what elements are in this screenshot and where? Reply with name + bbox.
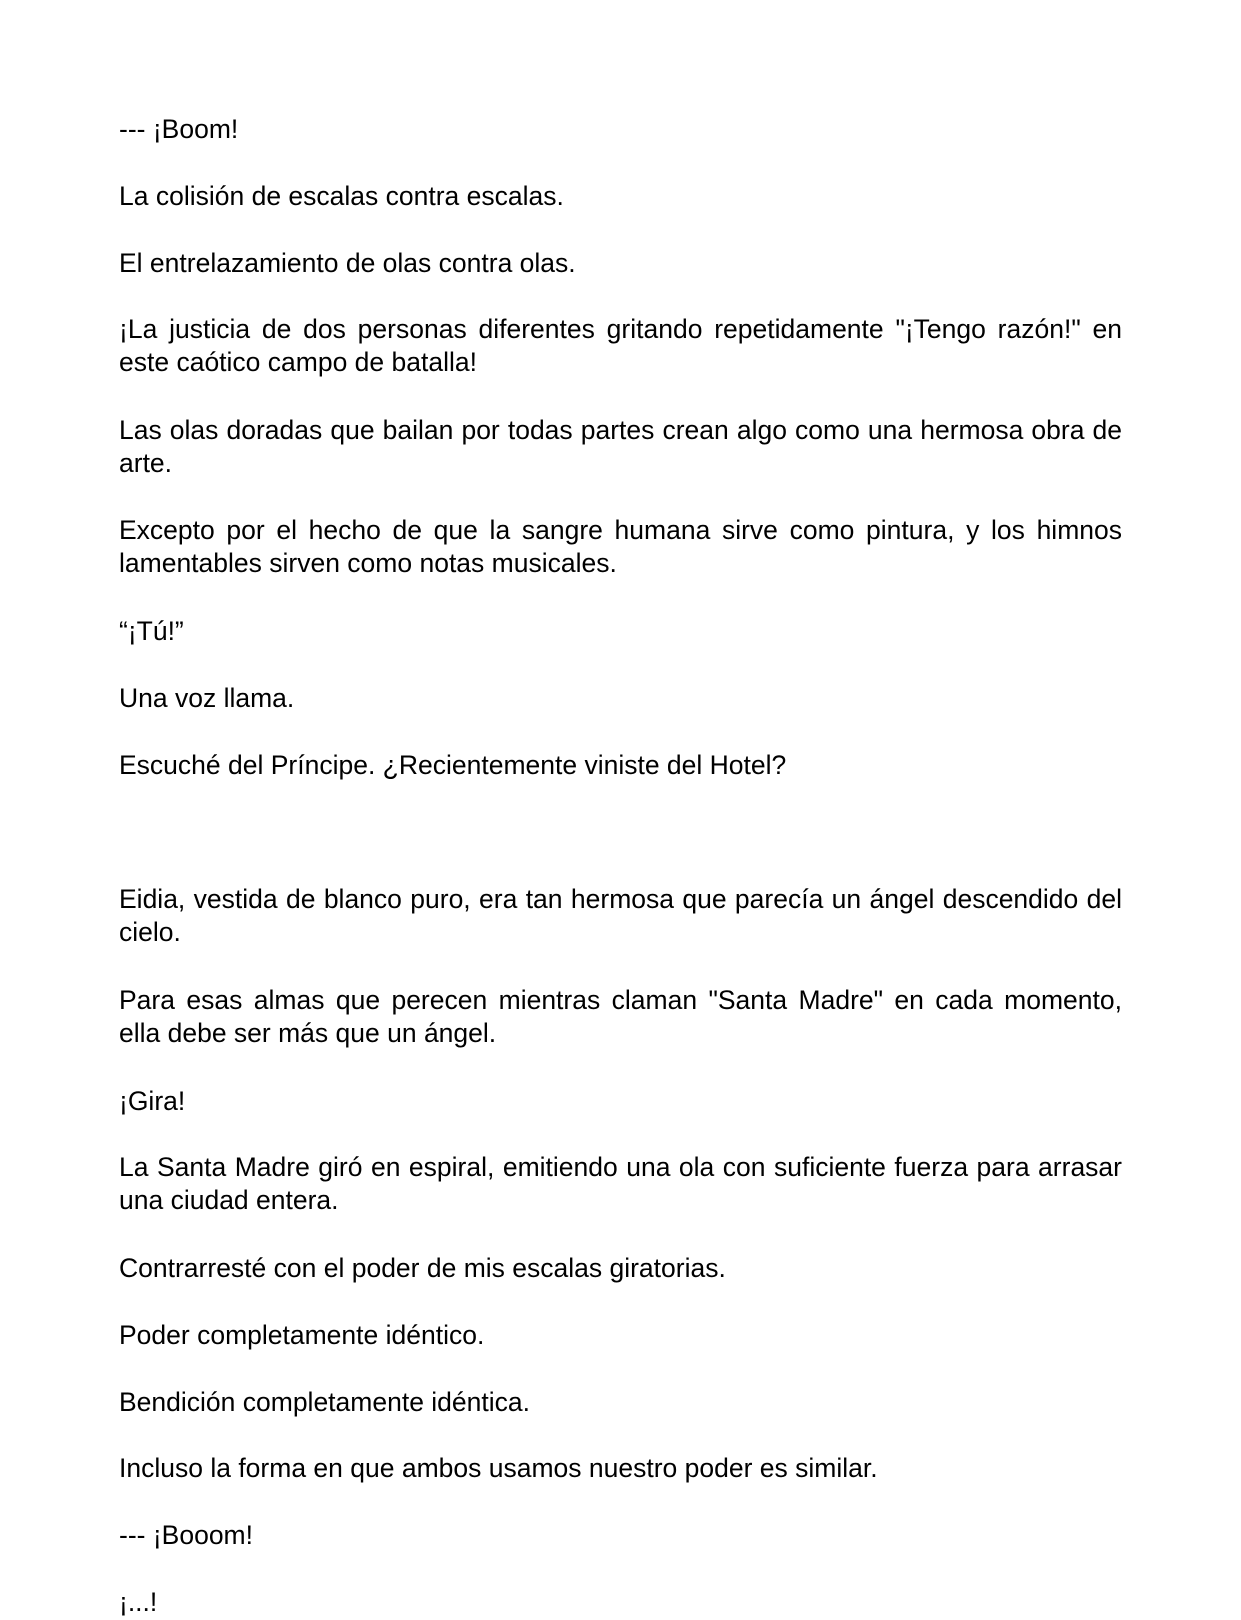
paragraph-justice: ¡La justicia de dos personas diferentes gritando repetidamente "¡Tengo razón!" en este caótico campo de batalla! [119,314,1122,377]
paragraph-similar: Incluso la forma en que ambos usamos nuestro poder es similar. [119,1453,878,1483]
paragraph-interlacing: El entrelazamiento de olas contra olas. [119,248,576,278]
paragraph-identical-blessing: Bendición completamente idéntica. [119,1387,530,1417]
paragraph-you: “¡Tú!” [119,616,184,646]
paragraph-souls: Para esas almas que perecen mientras claman "Santa Madre" en cada momento, ella debe ser más que un ángel. [119,985,1122,1048]
paragraph-golden-waves: Las olas doradas que bailan por todas partes crean algo como una hermosa obra de arte. [119,415,1122,478]
paragraph-ellipsis: ¡...! [119,1587,158,1617]
paragraph-collision: La colisión de escalas contra escalas. [119,181,564,211]
paragraph-boom: --- ¡Boom! [119,114,239,144]
paragraph-eidia: Eidia, vestida de blanco puro, era tan hermosa que parecía un ángel descendido del cielo. [119,884,1122,947]
paragraph-countered: Contrarresté con el poder de mis escalas giratorias. [119,1253,726,1283]
paragraph-prince: Escuché del Príncipe. ¿Recientemente viniste del Hotel? [119,750,787,780]
paragraph-spin: ¡Gira! [119,1086,186,1116]
paragraph-identical-power: Poder completamente idéntico. [119,1320,485,1350]
paragraph-booom: --- ¡Booom! [119,1520,253,1550]
paragraph-voice-calls: Una voz llama. [119,683,295,713]
paragraph-holy-mother: La Santa Madre giró en espiral, emitiendo una ola con suficiente fuerza para arrasar una ciudad entera. [119,1152,1122,1215]
paragraph-except: Excepto por el hecho de que la sangre humana sirve como pintura, y los himnos lamentables sirven como notas musicales. [119,515,1122,578]
